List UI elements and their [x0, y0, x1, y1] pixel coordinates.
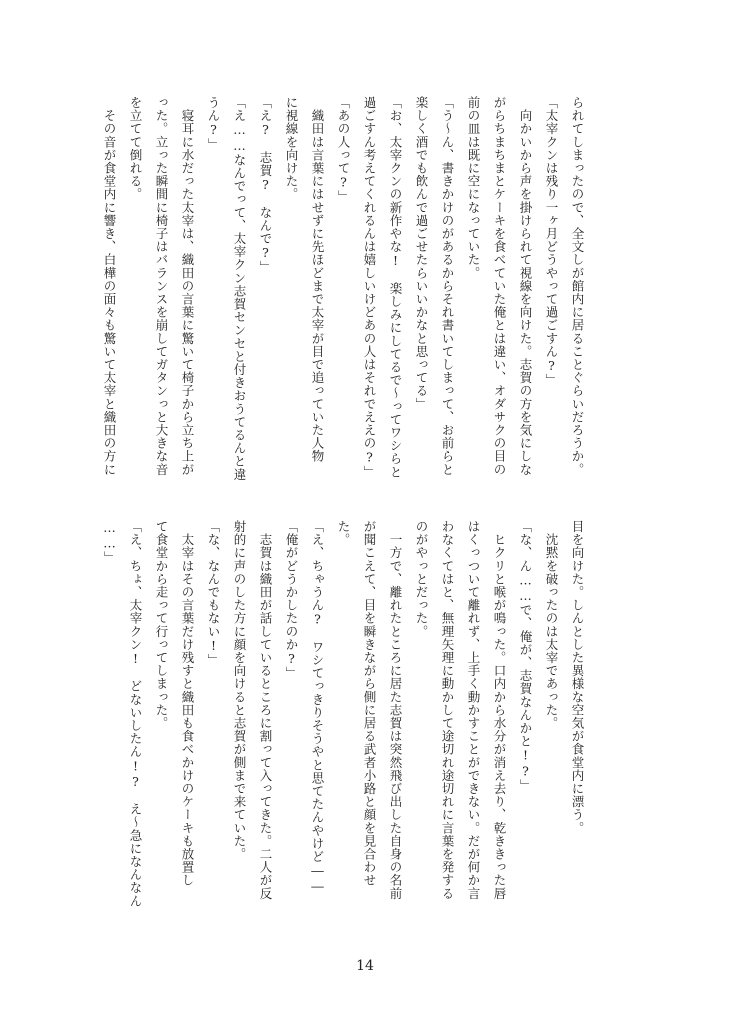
text-column: 「俺がどうかしたのか?」 — [284, 520, 299, 680]
text-column: 楽しく酒でも飲んで過ごせたらいいかなと思ってる」 — [414, 96, 429, 411]
text-column: て食堂から走って行ってしまった。 — [154, 520, 169, 730]
bottom-text-block — [102, 520, 590, 920]
text-column: た。 — [336, 520, 351, 547]
text-column: 織田は言葉にはせずに先ほどまで太宰が目で追っていた人物 — [310, 96, 325, 463]
text-column: はくっついて離れず、上手く動かすことができない。だが何か言 — [466, 520, 481, 900]
top-text-block — [102, 96, 590, 496]
text-column: 志賀は織田が話しているところに割って入ってきた。二人が反 — [258, 520, 273, 900]
text-column: 前の皿は既に空になっていた。 — [466, 96, 481, 280]
text-column: 沈黙を破ったのは太宰であった。 — [544, 520, 559, 730]
text-column: ……」 — [102, 520, 117, 565]
text-column: 一方で、離れたところに居た志賀は突然飛び出した自身の名前 — [388, 520, 403, 900]
text-column: 「う〜ん、書きかけのがあるからそれ書いてしまって、お前らと — [440, 96, 455, 476]
text-column: が聞こえて、目を瞬きながら側に居る武者小路と顔を見合わせ — [362, 520, 377, 887]
page-number: 14 — [356, 958, 374, 974]
text-column: 「お、太宰クンの新作やな! 楽しみにしてるで〜ってワシらと — [388, 96, 403, 479]
text-column: った。立った瞬間に椅子はバランスを崩してガタンっと大きな音 — [154, 96, 169, 476]
text-column: 「え、ちゃうん? ワシてっきりそうやと思てたんやけど―― — [310, 520, 325, 895]
text-column: 「太宰クンは残り一ヶ月どうやって過ごすん?」 — [544, 96, 559, 387]
text-column: 「あの人って?」 — [336, 96, 351, 204]
text-column: 「え、ちょ、太宰クン! どないしたん!? え〜急になんなん — [128, 520, 143, 908]
text-column: 射的に声のした方に顔を向けると志賀が側まで来ていた。 — [232, 520, 247, 861]
text-column: ヒクリと喉が鳴った。口内から水分が消え去り、乾ききった唇 — [492, 520, 507, 900]
text-column: られてしまったので、全文しが館内に居ることぐらいだろうか。 — [570, 96, 585, 476]
text-column: 目を向けた。しんとした異様な空気が食堂内に漂う。 — [570, 520, 585, 835]
text-column: がらちまちまとケーキを食べていた俺とは違い、オダサクの目の — [492, 96, 507, 476]
text-column: 「な、なんでもない!」 — [206, 520, 221, 667]
text-column: 「え……なんでって、太宰クン志賀センセと付きおうてるんと違 — [232, 96, 247, 481]
text-column: に視線を向けた。 — [284, 96, 299, 201]
text-column: 「え? 志賀? なんで?」 — [258, 96, 273, 274]
text-column: うん?」 — [206, 96, 221, 151]
text-column: を立てて倒れる。 — [128, 96, 143, 201]
text-column: 寝耳に水だった太宰は、織田の言葉に驚いて椅子から立ち上が — [180, 96, 195, 476]
text-column: のがやっとだった。 — [414, 520, 429, 638]
text-column: わなくてはと、無理矢理に動かして途切れ途切れに言葉を発する — [440, 520, 455, 900]
text-column: 太宰はその言葉だけ残すと織田も食べかけのケーキも放置し — [180, 520, 195, 887]
text-column: その音が食堂内に響き、白樺の面々も驚いて太宰と織田の方に — [102, 96, 117, 476]
text-column: 過ごすん考えてくれるんは嬉しいけどあの人はそれでええの?」 — [362, 96, 377, 479]
text-column: 向かいから声を掛けられて視線を向けた。志賀の方を気にしな — [518, 96, 533, 476]
text-column: 「な、ん……で、俺が、志賀なんかと!?」 — [518, 520, 533, 792]
